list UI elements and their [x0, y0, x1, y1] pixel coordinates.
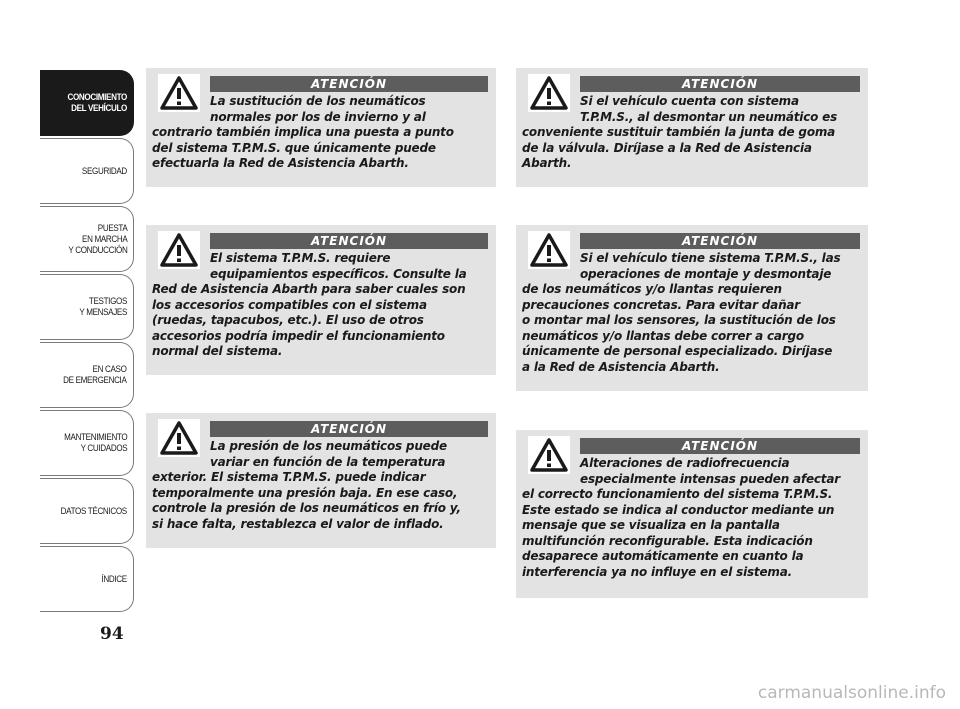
page-number: 94: [100, 624, 124, 644]
tab-puesta-en-marcha[interactable]: [40, 206, 134, 272]
watermark: carmanualsonline.info: [757, 683, 946, 703]
tab-label: SEGURIDAD: [82, 165, 127, 177]
tab-seguridad[interactable]: [40, 138, 134, 204]
warning-title: ATENCIÓN: [210, 421, 488, 437]
warning-title: ATENCIÓN: [210, 76, 488, 92]
warning-triangle-icon: [158, 74, 200, 112]
warning-title: ATENCIÓN: [580, 76, 860, 92]
warning-lead: El sistema T.P.M.S. requiere equipamientos específicos. Consulte la: [210, 251, 467, 281]
tab-testigos-y-mensajes[interactable]: [40, 274, 134, 340]
warning-box: [516, 225, 868, 391]
warning-body: contrario también implica una puesta a punto del sistema T.P.M.S. que únicamente puede efectuarla la Red de Asistencia Abarth.: [152, 125, 454, 170]
warning-triangle-icon: [158, 419, 200, 457]
warning-box: [516, 68, 868, 187]
warning-triangle-icon: [528, 74, 570, 112]
tab-indice[interactable]: [40, 546, 134, 612]
warning-triangle-icon: [528, 436, 570, 474]
chapter-tabs: [40, 70, 134, 614]
tab-label: CONOCIMIENTO DEL VEHÍCULO: [67, 92, 127, 114]
warning-triangle-icon: [528, 231, 570, 269]
tab-mantenimiento-y-cuidados[interactable]: [40, 410, 134, 476]
warning-lead: La sustitución de los neumáticos normales por los de invierno y al: [210, 94, 426, 124]
warning-title: ATENCIÓN: [580, 233, 860, 249]
warning-lead: Alteraciones de radiofrecuencia especialmente intensas pueden afectar: [580, 456, 840, 486]
warning-lead: La presión de los neumáticos puede variar en función de la temperatura: [210, 439, 447, 469]
warning-box: [516, 430, 868, 598]
warning-body: conveniente sustituir también la junta de goma de la válvula. Diríjase a la Red de Asistencia Abarth.: [522, 125, 836, 170]
warning-body: exterior. El sistema T.P.M.S. puede indicar temporalmente una presión baja. En ese caso, controle la presión de los neumáticos en frío y, si hace falta, restablezca el valor de inflado.: [152, 470, 461, 531]
warning-lead: Si el vehículo tiene sistema T.P.M.S., las operaciones de montaje y desmontaje: [580, 251, 841, 281]
tab-datos-tecnicos[interactable]: [40, 478, 134, 544]
warning-body: Red de Asistencia Abarth para saber cuales son los accesorios compatibles con el sistema (ruedas, tapacubos, etc.). El uso de otros accesorios podría impedir el funcionamiento normal del sistema.: [152, 282, 466, 358]
tab-label: TESTIGOS Y MENSAJES: [79, 296, 127, 318]
warning-title: ATENCIÓN: [210, 233, 488, 249]
warning-lead: Si el vehículo cuenta con sistema T.P.M.S., al desmontar un neumático es: [580, 94, 838, 124]
warning-title: ATENCIÓN: [580, 438, 860, 454]
tab-label: PUESTA EN MARCHA Y CONDUCCIÓN: [67, 222, 127, 256]
warning-body: el correcto funcionamiento del sistema T.P.M.S. Este estado se indica al conductor mediante un mensaje que se visualiza en la pantalla multifunción reconfigurable. Esta indicación desaparece automáticamente en cuanto la interferencia ya no influye en el sistema.: [522, 487, 835, 579]
warning-body: de los neumáticos y/o llantas requieren precauciones concretas. Para evitar dañar o montar mal los sensores, la sustitución de los neumáticos y/o llantas debe correr a cargo únicamente de personal especializado. Diríjase a la Red de Asistencia Abarth.: [522, 282, 836, 374]
tab-en-caso-de-emergencia[interactable]: [40, 342, 134, 408]
tab-label: MANTENIMIENTO Y CUIDADOS: [63, 432, 127, 454]
tab-label: ÍNDICE: [101, 573, 127, 585]
warning-box: [146, 225, 496, 375]
warning-box: [146, 68, 496, 187]
warning-triangle-icon: [158, 231, 200, 269]
tab-label: DATOS TÉCNICOS: [60, 505, 127, 517]
tab-label: EN CASO DE EMERGENCIA: [63, 364, 127, 386]
tab-conocimiento-del-vehiculo[interactable]: [40, 70, 134, 136]
warning-box: [146, 413, 496, 548]
